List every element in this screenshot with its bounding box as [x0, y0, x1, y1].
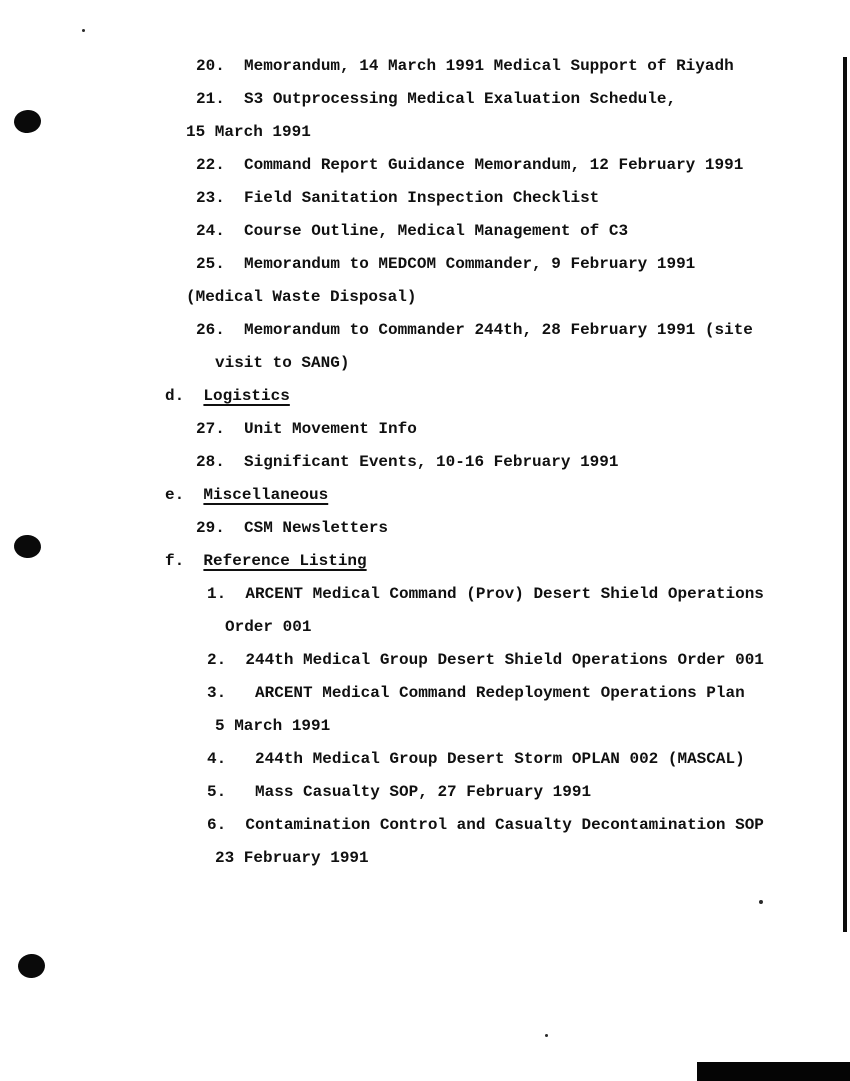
scan-speck: [82, 29, 85, 32]
scan-bottom-bar: [697, 1062, 850, 1081]
section-heading-reference-listing: [0, 545, 850, 578]
list-item-28: 28. Significant Events, 10-16 February 1991: [196, 453, 619, 471]
hole-punch: [17, 953, 45, 978]
list-item-25-cont: (Medical Waste Disposal): [186, 288, 417, 306]
section-title: Logistics: [203, 387, 290, 405]
list-item-25: 25. Memorandum to MEDCOM Commander, 9 February 1991: [196, 255, 696, 273]
list-item-29: 29. CSM Newsletters: [196, 519, 389, 537]
section-letter: f.: [165, 552, 204, 570]
list-item-20: 20. Memorandum, 14 March 1991 Medical Support of Riyadh: [196, 57, 734, 75]
section-title: Miscellaneous: [203, 486, 329, 504]
reference-item-6: 6. Contamination Control and Casualty Decontamination SOP: [207, 816, 764, 834]
reference-item-1: 1. ARCENT Medical Command (Prov) Desert Shield Operations: [207, 585, 764, 603]
list-item-21: 21. S3 Outprocessing Medical Exaluation Schedule,: [196, 90, 677, 108]
list-item-21-cont: 15 March 1991: [186, 123, 311, 141]
section-heading-logistics: [0, 380, 850, 413]
reference-item-2: 2. 244th Medical Group Desert Shield Operations Order 001: [207, 651, 764, 669]
scan-edge-line: [843, 57, 847, 932]
list-item-23: 23. Field Sanitation Inspection Checklist: [196, 189, 600, 207]
list-item-26-cont: visit to SANG): [215, 354, 350, 372]
reference-item-4: 4. 244th Medical Group Desert Storm OPLAN 002 (MASCAL): [207, 750, 745, 768]
reference-item-5: 5. Mass Casualty SOP, 27 February 1991: [207, 783, 592, 801]
list-item-26: 26. Memorandum to Commander 244th, 28 February 1991 (site: [196, 321, 753, 339]
reference-item-6-cont: 23 February 1991: [215, 849, 369, 867]
reference-item-1-cont: Order 001: [225, 618, 312, 636]
list-item-22: 22. Command Report Guidance Memorandum, 12 February 1991: [196, 156, 744, 174]
reference-item-3: 3. ARCENT Medical Command Redeployment Operations Plan: [207, 684, 745, 702]
section-heading-miscellaneous: [0, 479, 850, 512]
reference-item-3-cont: 5 March 1991: [215, 717, 331, 735]
list-item-27: 27. Unit Movement Info: [196, 420, 417, 438]
scan-speck: [545, 1034, 548, 1037]
list-item-24: 24. Course Outline, Medical Management of C3: [196, 222, 629, 240]
section-title: Reference Listing: [203, 552, 367, 570]
document-text-block: [0, 50, 850, 875]
scan-speck: [759, 900, 763, 904]
section-letter: d.: [165, 387, 204, 405]
section-letter: e.: [165, 486, 204, 504]
